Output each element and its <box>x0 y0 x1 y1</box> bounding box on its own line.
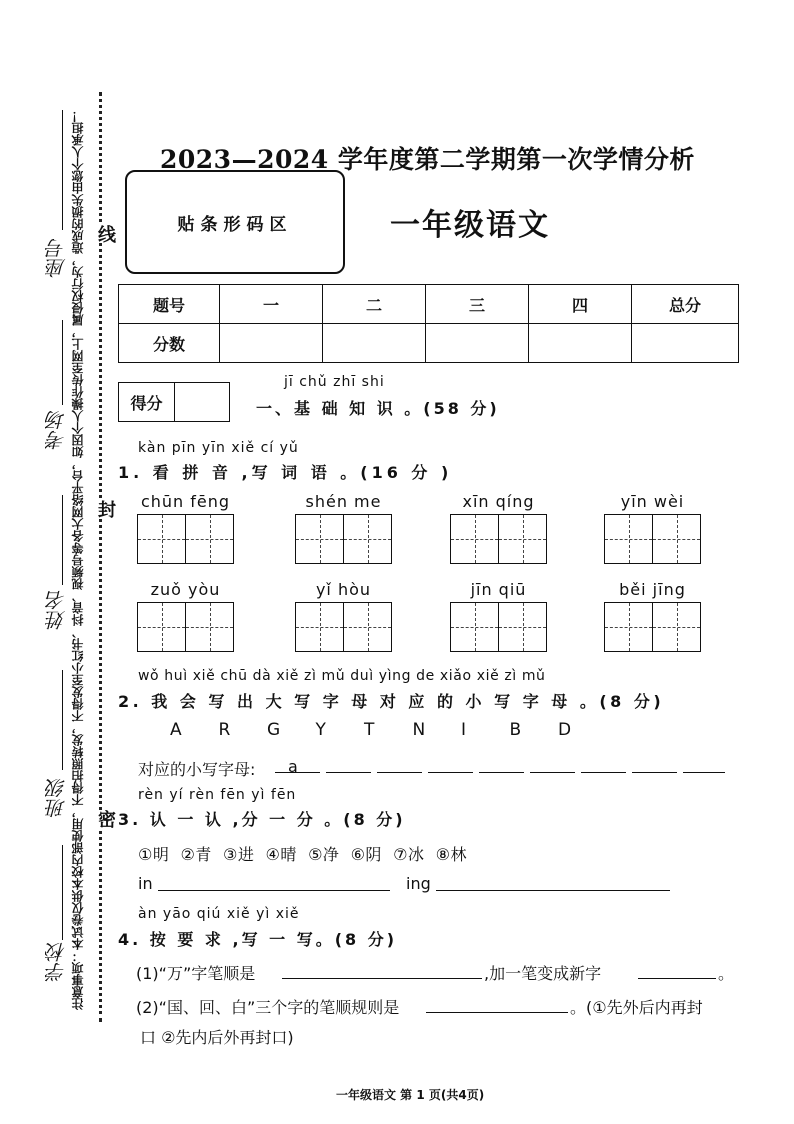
word-grid <box>450 580 547 652</box>
name-line[interactable] <box>62 495 63 585</box>
seat-label: 座号 <box>45 238 69 278</box>
score-table-header-row <box>119 285 739 324</box>
capital-letter: D <box>558 720 572 740</box>
q4-pinyin: àn yāo qiú xiě yì xiě <box>138 906 300 922</box>
score-header-cell: 题号 <box>119 285 220 324</box>
writing-cell[interactable] <box>296 515 344 563</box>
capital-letter: T <box>364 720 375 740</box>
capital-letter: B <box>509 720 522 740</box>
writing-cell[interactable] <box>451 603 499 651</box>
writing-cell[interactable] <box>344 515 392 563</box>
school-line[interactable] <box>62 845 63 940</box>
answer-blank[interactable] <box>377 772 422 773</box>
writing-cell[interactable] <box>451 515 499 563</box>
section1-title: 一、基 础 知 识 。(58 分) <box>256 399 500 418</box>
score-cell[interactable] <box>220 324 323 363</box>
capital-letter: I <box>461 720 467 740</box>
writing-cell[interactable] <box>186 515 234 563</box>
cut-word-secret: 密 <box>92 810 118 828</box>
q4-text: 4. 按 要 求 ,写 一 写。(8 分) <box>118 930 398 949</box>
capital-letter: R <box>218 720 231 740</box>
notice-text: 注意事项：本试卷仅供本校内部使用，不得拍照转发，不得发至小红书、抖音、视频号等各大网络平台，如因个人操作传至网上，属侵权行为，造成的损失由您个人承担！ <box>71 110 85 1010</box>
section-score-input[interactable] <box>175 383 229 421</box>
q4-part2-options-cont: 口 ②先内后外再封口) <box>140 1028 294 1047</box>
answer-blank[interactable] <box>428 772 473 773</box>
grid-pinyin: jīn qiū <box>470 580 527 599</box>
school-label: 学校 <box>45 942 69 982</box>
stroke-rule-line[interactable] <box>426 1012 568 1013</box>
word-grid <box>137 580 234 652</box>
writing-cell[interactable] <box>605 603 653 651</box>
q3-in-label: in <box>138 874 153 893</box>
answer-blank[interactable] <box>275 772 320 773</box>
grid-pinyin: shén me <box>305 492 382 511</box>
in-answer-line[interactable] <box>158 890 390 891</box>
score-cell[interactable] <box>529 324 632 363</box>
class-line[interactable] <box>62 670 63 770</box>
capital-letter: A <box>170 720 182 740</box>
answer-blank[interactable] <box>326 772 371 773</box>
answer-blank[interactable] <box>530 772 575 773</box>
writing-cell[interactable] <box>344 603 392 651</box>
new-character-line[interactable] <box>638 978 716 979</box>
barcode-label: 贴条形码区 <box>177 214 293 235</box>
room-line[interactable] <box>62 320 63 405</box>
room-label: 考场 <box>45 410 69 450</box>
q3-ing-label: ing <box>406 874 431 893</box>
word-grid <box>604 492 701 564</box>
word-grid <box>450 492 547 564</box>
q4-part1-text: (1)“万”字笔顺是 <box>136 964 256 983</box>
cut-word-seal: 封 <box>92 500 118 518</box>
cut-word-line: 线 <box>92 225 118 243</box>
answer-blank[interactable] <box>632 772 677 773</box>
q1-text: 1. 看 拼 音 ,写 词 语 。(16 分 ) <box>118 463 453 482</box>
capital-letter: G <box>267 720 281 740</box>
score-header-cell: 一 <box>220 285 323 324</box>
score-header-cell: 四 <box>529 285 632 324</box>
grid-pinyin: běi jīng <box>619 580 686 599</box>
q2-pinyin: wǒ huì xiě chū dà xiě zì mǔ duì yìng de xiǎo xiě zì mǔ <box>138 668 546 684</box>
word-grid <box>137 492 234 564</box>
section1-pinyin: jī chǔ zhī shi <box>284 374 385 390</box>
score-row-label: 分数 <box>119 324 220 363</box>
name-label: 姓名 <box>45 590 69 630</box>
ing-answer-line[interactable] <box>436 890 670 891</box>
writing-cell[interactable] <box>605 515 653 563</box>
q2-answer-label: 对应的小写字母: <box>138 760 256 779</box>
barcode-area <box>125 170 345 274</box>
word-grid <box>295 580 392 652</box>
score-header-cell: 三 <box>426 285 529 324</box>
answer-blank[interactable] <box>683 772 725 773</box>
score-cell[interactable] <box>323 324 426 363</box>
capital-letter: N <box>412 720 426 740</box>
q1-pinyin: kàn pīn yīn xiě cí yǔ <box>138 440 299 456</box>
page-footer: 一年级语文 第 1 页(共4页) <box>336 1088 485 1102</box>
q4-part2-options: 。(①先外后内再封 <box>570 998 703 1017</box>
grid-pinyin: chūn fēng <box>140 492 231 511</box>
writing-cell[interactable] <box>653 515 701 563</box>
grid-pinyin: yǐ hòu <box>315 580 372 599</box>
writing-cell[interactable] <box>138 603 186 651</box>
grid-pinyin: xīn qíng <box>462 492 535 511</box>
q2-example: a <box>288 757 298 776</box>
grid-pinyin: yīn wèi <box>620 492 685 511</box>
score-cell[interactable] <box>426 324 529 363</box>
answer-blank[interactable] <box>479 772 524 773</box>
writing-cell[interactable] <box>499 515 547 563</box>
grid-pinyin: zuǒ yòu <box>150 580 221 599</box>
score-table-value-row <box>119 324 739 363</box>
section-score-box <box>118 382 230 422</box>
subject-title: 一年级语文 <box>390 208 550 243</box>
score-header-cell: 二 <box>323 285 426 324</box>
q4-part1-end: 。 <box>718 964 735 983</box>
score-cell[interactable] <box>632 324 739 363</box>
writing-cell[interactable] <box>296 603 344 651</box>
answer-blank[interactable] <box>581 772 626 773</box>
writing-cell[interactable] <box>186 603 234 651</box>
seat-line[interactable] <box>62 110 63 230</box>
q4-part1-text-b: ,加一笔变成新字 <box>484 964 602 983</box>
stroke-order-line[interactable] <box>282 978 482 979</box>
capital-letter: Y <box>315 720 326 740</box>
q3-text: 3. 认 一 认 ,分 一 分 。(8 分) <box>118 810 406 829</box>
q3-pinyin: rèn yí rèn fēn yì fēn <box>138 787 297 803</box>
writing-cell[interactable] <box>653 603 701 651</box>
writing-cell[interactable] <box>138 515 186 563</box>
score-table <box>118 284 739 363</box>
q2-text: 2. 我 会 写 出 大 写 字 母 对 应 的 小 写 字 母 。(8 分) <box>118 692 665 711</box>
class-label: 班级 <box>45 778 69 818</box>
capital-letters <box>170 720 607 740</box>
q3-characters: ①明 ②青 ③进 ④晴 ⑤净 ⑥阴 ⑦冰 ⑧林 <box>138 845 467 864</box>
word-grid <box>604 580 701 652</box>
writing-cell[interactable] <box>499 603 547 651</box>
section-score-label: 得分 <box>119 383 175 421</box>
word-grid <box>295 492 392 564</box>
exam-title: 2023—2024 学年度第二学期第一次学情分析 <box>160 145 695 174</box>
score-header-cell: 总分 <box>632 285 739 324</box>
q4-part2-text: (2)“国、回、白”三个字的笔顺规则是 <box>136 998 400 1017</box>
